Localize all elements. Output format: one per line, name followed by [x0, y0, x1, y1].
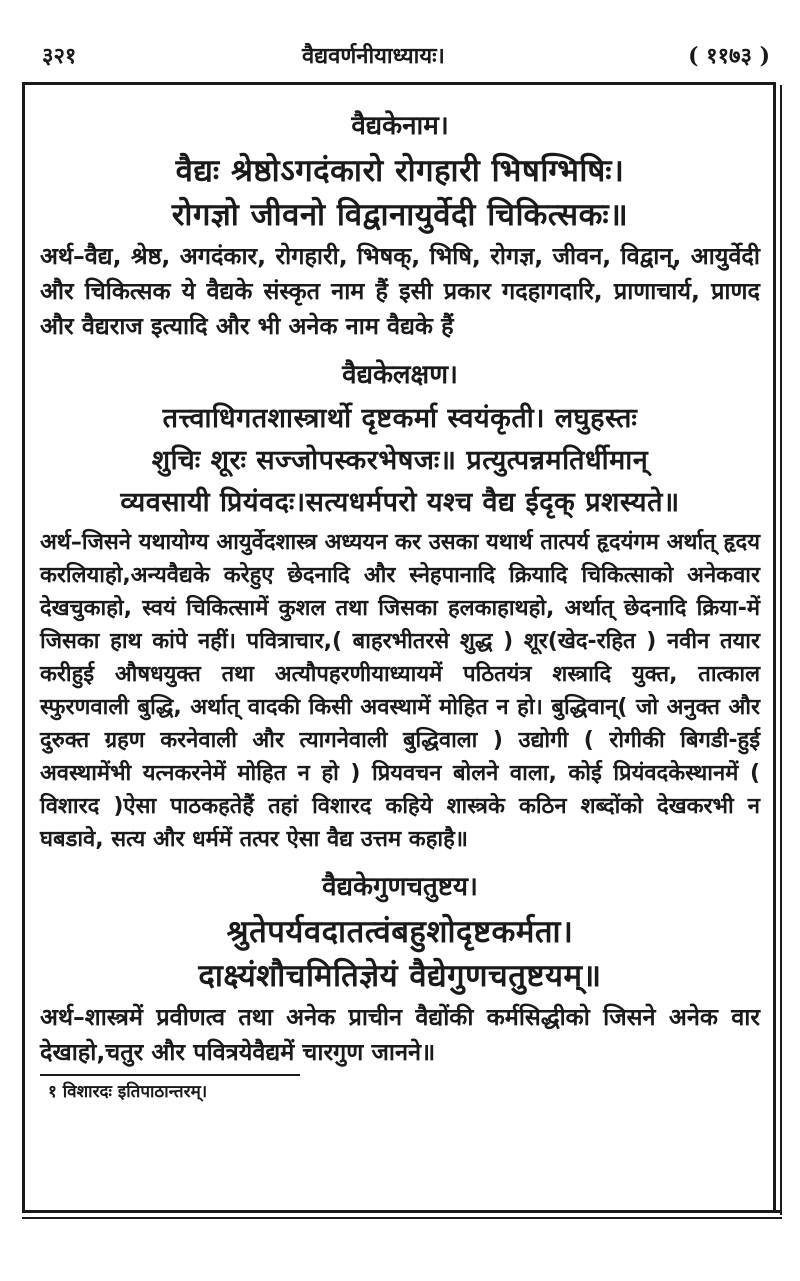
bottom-rule: [22, 1210, 782, 1213]
meaning-paragraph: अर्थ–जिसने यथायोग्य आयुर्वेदशास्त्र अध्ययन कर उसका यथार्थ तात्पर्य हृदयंगम अर्थात् हृदय करलियाहो,अन्यवैद्यके करेहुए छेदनादि और स्नेहपानादि क्रियादि चिकित्साको अनेकवार देखचुकाहो, स्वयं चिकित्सामें कुशल तथा जिसका हलकाहाथहो, अर्थात् छेदनादि क्रिया-में जिसका हाथ कांपे नहीं। पवित्राचार,( बाहरभीतरसे शुद्ध ) शूर(खेद-रहित ) नवीन तयार करीहुई औषधयुक्त तथा अत्यौपहरणीयाध्यायमें पठितयंत्र शस्त्रादि युक्त, तात्काल स्फुरणवाली बुद्धि, अर्थात् वादकी किसी अवस्थामें मोहित न हो। बुद्धिवान्( जो अनुक्त और दुरुक्त ग्रहण करनेवाली और त्यागनेवाली बुद्धिवाला ) उद्योगी ( रोगीकी बिगडी-हुई अवस्थामेंभी यत्नकरनेमें मोहित न हो ) प्रियवचन बोलने वाला, कोई प्रियंवदकेस्थानमें ( विशारद )ऐसा पाठकहतेहैं तहां विशारद कहिये शास्त्रके कठिन शब्दोंको देखकरभी न घबडावे, सत्य और धर्ममें तत्पर ऐसा वैद्य उत्तम कहाहै॥: [40, 530, 760, 852]
verse-line: दाक्ष्यंशौचमितिज्ञेयं वैद्येगुणचतुष्टयम्॥: [198, 958, 602, 994]
frame-right-outer-rule: [780, 85, 782, 1215]
running-title: वैद्यवर्णनीयाध्यायः।: [302, 43, 445, 69]
running-header: [42, 40, 770, 80]
frame-right-rule: [773, 85, 776, 1210]
header-rule: [22, 82, 776, 85]
meaning-paragraph: अर्थ–शास्त्रमें प्रवीणत्व तथा अनेक प्राचीन वैद्योंकी कर्मसिद्धीको जिसने अनेक वार देखाहो,चतुर और पवित्रयेवैद्यमें चारगुण जानने॥: [40, 1003, 760, 1066]
page-content: [40, 95, 760, 1104]
footnote-rule: [40, 1074, 300, 1076]
verse-line: रोगज्ञो जीवनो विद्वानायुर्वेदी चिकित्सकः॥: [171, 197, 629, 233]
page-number-right: ( ११७३ ): [688, 43, 770, 69]
frame-left-rule: [22, 85, 25, 1210]
section-heading-four-virtues: वैद्यकेगुणचतुष्टय।: [322, 872, 478, 902]
verse-line: श्रुतेपर्यवदातत्वंबहुशोदृष्टकर्मता।: [226, 914, 574, 950]
footnote: १ विशारदः इतिपाठान्तरम्।: [48, 1082, 208, 1102]
page-number-left: ३२१: [42, 43, 77, 69]
verse-line: तत्त्वाधिगतशास्त्रार्थो दृष्टकर्मा स्वयंकृती। लघुहस्तः: [162, 403, 638, 434]
section-heading-qualities: वैद्यकेलक्षण।: [342, 360, 458, 390]
bottom-rule-double: [22, 1217, 782, 1219]
verse-line: शुचिः शूरः सज्जोपस्करभेषजः॥ प्रत्युत्पन्नमतिर्धीमान्: [151, 445, 649, 476]
meaning-paragraph: अर्थ–वैद्य, श्रेष्ठ, अगदंकार, रोगहारी, भिषक्, भिषि, रोगज्ञ, जीवन, विद्वान्, आयुर्वेदी और चिकित्सक ये वैद्यके संस्कृत नाम हैं इसी प्रकार गदहागदारि, प्राणाचार्य, प्राणद और वैद्यराज इत्यादि और भी अनेक नाम वैद्यके हैं: [40, 242, 760, 340]
verse-line: वैद्यः श्रेष्ठोऽगदंकारो रोगहारी भिषग्भिषिः।: [175, 153, 625, 189]
verse-line: व्यवसायी प्रियंवदः।सत्यधर्मपरो यश्च वैद्य ईदृक् प्रशस्यते॥: [120, 487, 680, 518]
section-heading-names: वैद्यकेनाम।: [351, 111, 449, 141]
